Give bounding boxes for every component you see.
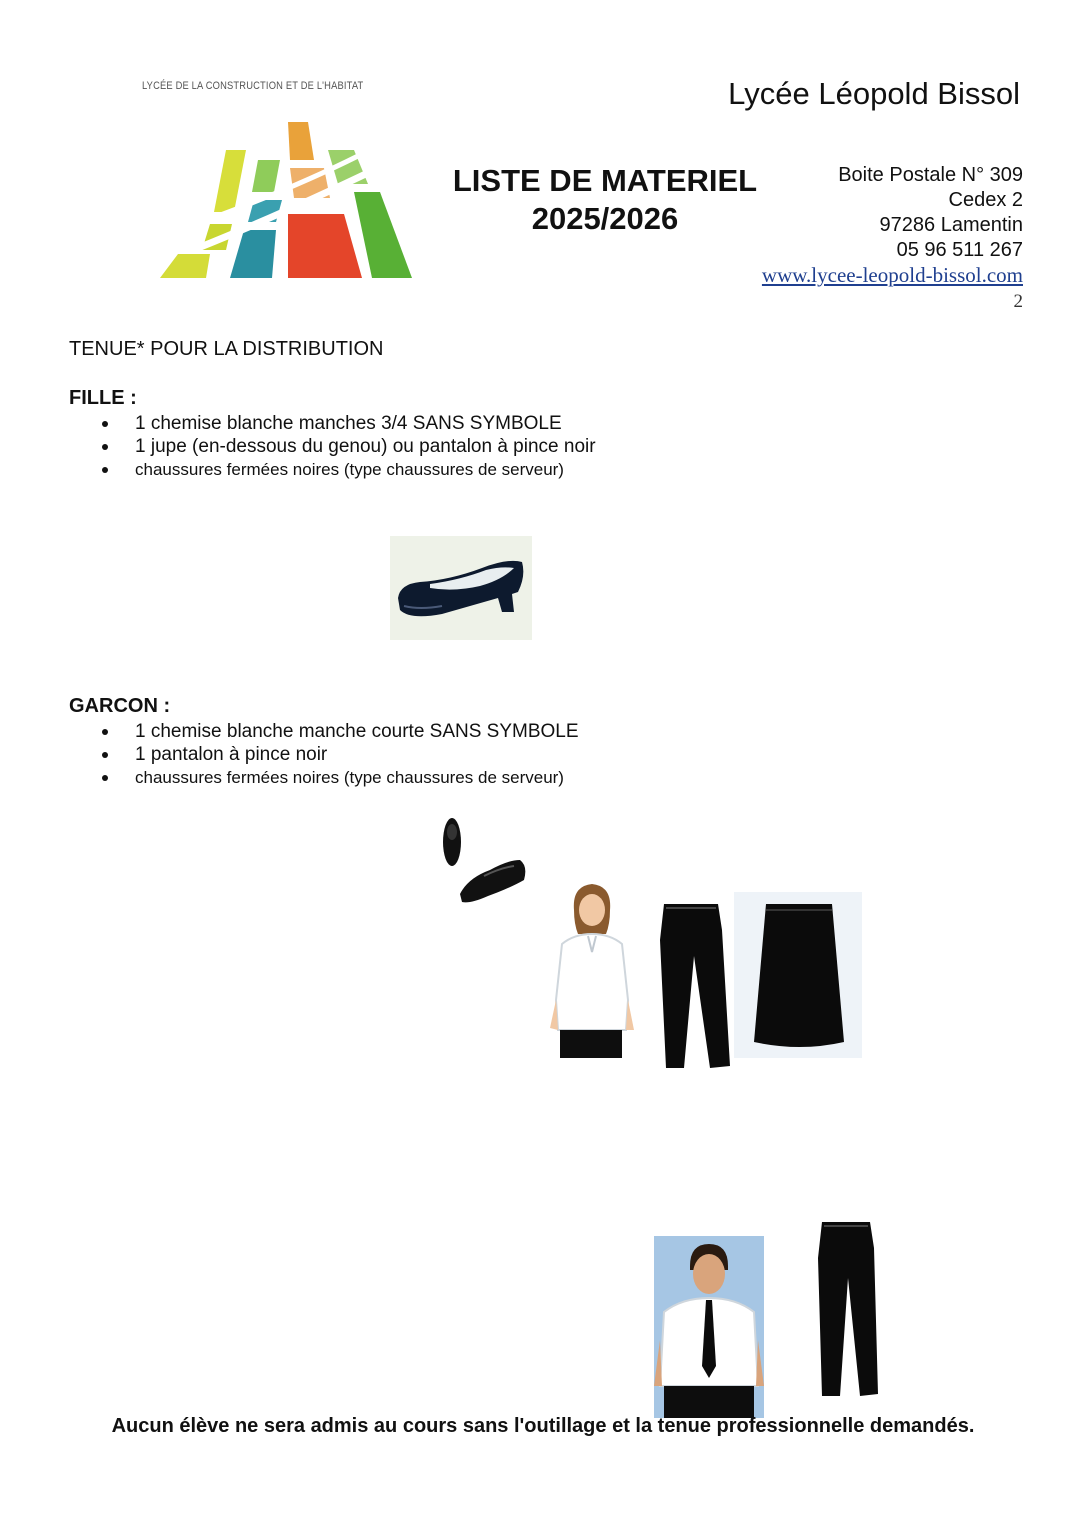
logo-caption: LYCÉE DE LA CONSTRUCTION ET DE L'HABITAT	[142, 80, 364, 92]
black-trousers-icon	[656, 900, 736, 1072]
address-city: 97286 Lamentin	[879, 214, 1023, 236]
website-link[interactable]: www.lycee-leopold-bissol.com	[761, 263, 1023, 287]
list-item: chaussures fermées noires (type chaussures de serveur)	[100, 458, 596, 481]
garcon-list	[100, 720, 579, 789]
list-item: 1 jupe (en-dessous du genou) ou pantalon à pince noir	[100, 435, 596, 458]
address-phone: 05 96 511 267	[896, 239, 1023, 261]
document-title	[428, 162, 782, 238]
list-item: chaussures fermées noires (type chaussures de serveur)	[100, 766, 579, 789]
garcon-heading: GARCON :	[69, 695, 171, 717]
woman-white-blouse-photo	[548, 880, 636, 1060]
school-name: Lycée Léopold Bissol	[728, 76, 1020, 111]
title-line-1: LISTE DE MATERIEL	[452, 163, 758, 198]
fille-heading: FILLE :	[69, 387, 137, 409]
address-cedex: Cedex 2	[948, 189, 1023, 211]
page-number: 2	[1013, 291, 1023, 312]
black-skirt-icon	[734, 892, 862, 1058]
title-line-2: 2025/2026	[531, 201, 679, 236]
footer-note: Aucun élève ne sera admis au cours sans l'outillage et la tenue professionnelle demandés.	[111, 1415, 975, 1437]
man-white-shirt-tie-photo	[654, 1236, 764, 1418]
men-loafer-shoes-icon	[438, 816, 530, 908]
list-item: 1 pantalon à pince noir	[100, 743, 579, 766]
address-block	[762, 163, 1023, 288]
school-logo-icon	[158, 120, 414, 284]
section-heading: TENUE* POUR LA DISTRIBUTION	[69, 338, 384, 360]
fille-list	[100, 412, 596, 481]
address-po-box: Boite Postale N° 309	[838, 164, 1023, 186]
women-pump-shoe-icon	[390, 536, 532, 640]
black-trousers-icon	[816, 1218, 884, 1400]
list-item: 1 chemise blanche manches 3/4 SANS SYMBOLE	[100, 412, 596, 435]
list-item: 1 chemise blanche manche courte SANS SYMBOLE	[100, 720, 579, 743]
